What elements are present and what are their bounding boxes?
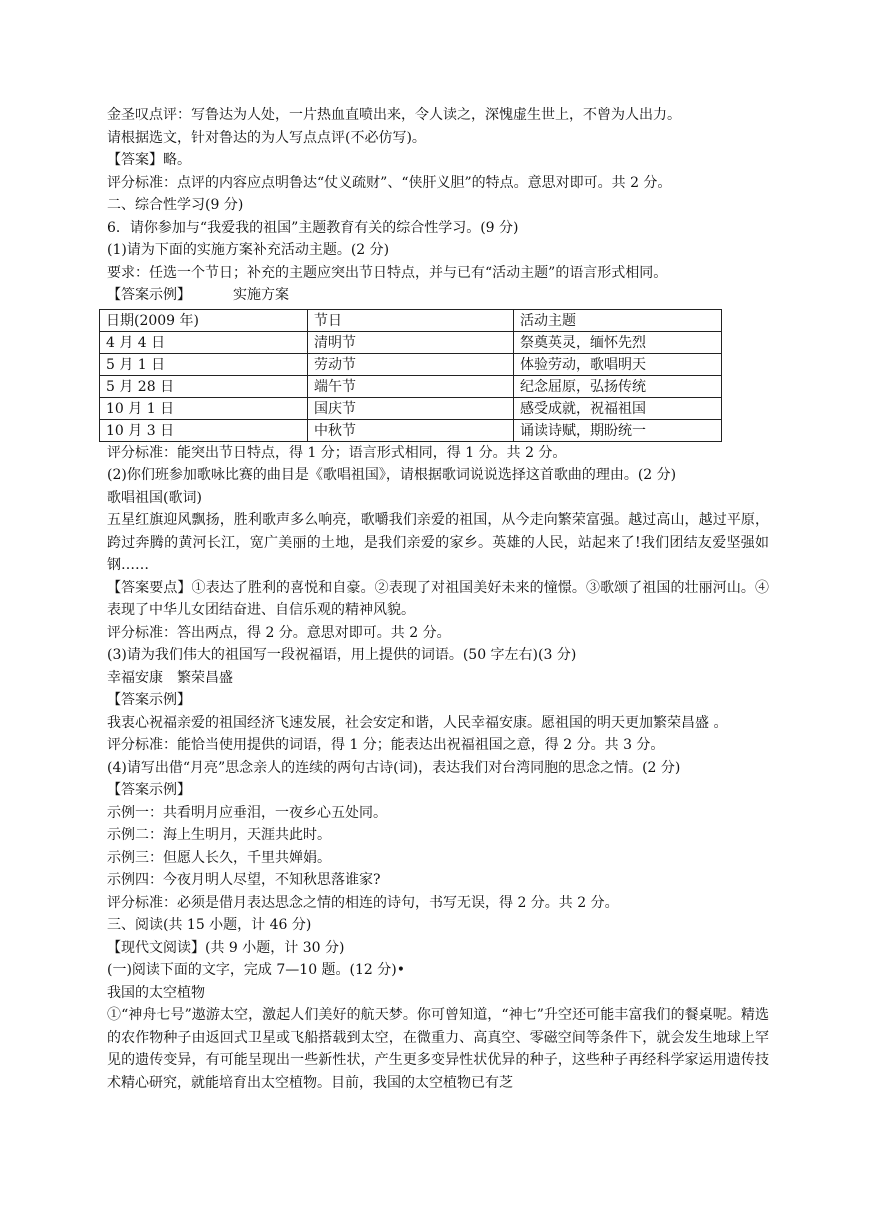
table-cell: 国庆节 (308, 397, 514, 419)
article-title: 我国的太空植物 (107, 984, 205, 1001)
example-line: 示例二：海上生明月，天涯共此时。 (107, 827, 331, 843)
document-page (107, 104, 769, 1094)
scoring-standard: 评分标准：能恰当使用提供的词语，得 1 分；能表达出祝福祖国之意，得 2 分。共 3 分。 (107, 737, 665, 753)
section-heading: 二、综合性学习(9 分) (107, 197, 244, 213)
example-line: 示例一：共看明月应垂泪，一夜乡心五处同。 (107, 804, 387, 821)
lyrics-paragraph: 五星红旗迎风飘扬，胜利歌声多么响亮，歌嚼我们亲爱的祖国，从今走向繁荣富强。越过高山，越过平原，跨过奔腾的黄河长江，宽广美丽的土地，是我们亲爱的家乡。英雄的人民，站起来了!我们团结友爱坚强如钢…… (107, 512, 769, 573)
table-cell: 10 月 1 日 (100, 397, 308, 419)
answer-text: 我衷心祝福亲爱的祖国经济飞速发展，社会安定和谐，人民幸福安康。愿祖国的明天更加繁荣昌盛 。 (107, 714, 728, 731)
text-line: 请根据选文，针对鲁达的为人写点点评(不必仿写)。 (107, 129, 426, 146)
scoring-standard: 评分标准：必须是借月表达思念之情的相连的诗句，书写无误，得 2 分。共 2 分。 (107, 894, 619, 911)
scoring-standard: 评分标准：能突出节日特点，得 1 分；语言形式相同，得 1 分。共 2 分。 (107, 444, 567, 461)
table-cell: 中秋节 (308, 419, 514, 441)
answer-example-label: 【答案示例】 (107, 692, 191, 708)
table-cell: 10 月 3 日 (100, 419, 308, 441)
answer-example-label: 【答案示例】 (107, 782, 191, 798)
question-line: (4)请写出借“月亮”思念亲人的连续的两句古诗(词)，表达我们对台湾同胞的思念之情。(2 分) (107, 759, 681, 776)
table-header-cell: 节日 (308, 309, 514, 331)
table-cell: 体验劳动，歌唱明天 (514, 353, 722, 375)
table-cell: 祭奠英灵，缅怀先烈 (514, 331, 722, 353)
table-cell: 端午节 (308, 375, 514, 397)
table-cell: 5 月 1 日 (100, 353, 308, 375)
question-line: 6．请你参加与“我爱我的祖国”主题教育有关的综合性学习。(9 分) (107, 219, 519, 236)
answer-points-paragraph: 【答案要点】①表达了胜利的喜悦和自豪。②表现了对祖国美好未来的憧憬。③歌颂了祖国的壮丽河山。④表现了中华儿女团结奋进、自信乐观的精神风貌。 (107, 579, 769, 618)
example-line: 示例三：但愿人长久，千里共婵娟。 (107, 849, 331, 866)
question-line: (1)请为下面的实施方案补充活动主题。(2 分) (107, 242, 390, 258)
answer-example-header (107, 284, 769, 307)
provided-words: 幸福安康 繁荣昌盛 (107, 669, 233, 686)
table-row (100, 331, 722, 353)
plan-title: 实施方案 (233, 287, 289, 303)
table-cell: 5 月 28 日 (100, 375, 308, 397)
table-cell: 劳动节 (308, 353, 514, 375)
question-line: (2)你们班参加歌咏比赛的曲目是《歌唱祖国》，请根据歌词说说选择这首歌曲的理由。(2 分) (107, 467, 677, 483)
table-cell: 4 月 4 日 (100, 331, 308, 353)
table-row (100, 419, 722, 441)
table-cell: 诵读诗赋，期盼统一 (514, 419, 722, 441)
song-title: 歌唱祖国(歌词) (107, 489, 202, 506)
plan-table (99, 309, 722, 442)
table-cell: 纪念屈原，弘扬传统 (514, 375, 722, 397)
scoring-standard: 评分标准：答出两点，得 2 分。意思对即可。共 2 分。 (107, 624, 451, 641)
table-row (100, 375, 722, 397)
question-line: (3)请为我们伟大的祖国写一段祝福语，用上提供的词语。(50 字左右)(3 分) (107, 647, 577, 663)
table-cell: 感受成就，祝福祖国 (514, 397, 722, 419)
text-line: 【答案】略。 (107, 152, 191, 168)
section-heading: 三、阅读(共 15 小题，计 46 分) (107, 917, 312, 933)
table-header-cell: 日期(2009 年) (100, 309, 308, 331)
example-line: 示例四：今夜月明人尽望，不知秋思落谁家? (107, 872, 381, 888)
text-line: 评分标准：点评的内容应点明鲁达“仗义疏财”、“侠肝义胆”的特点。意思对即可。共 2 分。 (107, 174, 672, 191)
question-line: (一)阅读下面的文字，完成 7—10 题。(12 分)• (107, 962, 405, 978)
subsection-heading: 【现代文阅读】(共 9 小题，计 30 分) (107, 939, 345, 956)
table-header-row (100, 309, 722, 331)
text-line: 要求：任选一个节日；补充的主题应突出节日特点，并与已有“活动主题”的语言形式相同。 (107, 264, 668, 281)
answer-example-label: 【答案示例】 (107, 287, 191, 303)
table-row (100, 397, 722, 419)
table-row (100, 353, 722, 375)
article-paragraph: ①“神舟七号”遨游太空，激起人们美好的航天梦。你可曾知道，“神七”升空还可能丰富我们的餐桌呢。精选的农作物种子由返回式卫星或飞船搭载到太空，在微重力、高真空、零磁空间等条件下，就会发生地球上罕见的遗传变异，有可能呈现出一些新性状，产生更多变异性状优异的种子，这些种子再经科学家运用遗传技术精心研究，就能培育出太空植物。目前，我国的太空植物已有芝 (107, 1007, 769, 1091)
text-line: 金圣叹点评：写鲁达为人处，一片热血直喷出来，令人读之，深愧虚生世上，不曾为人出力。 (107, 107, 681, 123)
table-header-cell: 活动主题 (514, 309, 722, 331)
table-cell: 清明节 (308, 331, 514, 353)
